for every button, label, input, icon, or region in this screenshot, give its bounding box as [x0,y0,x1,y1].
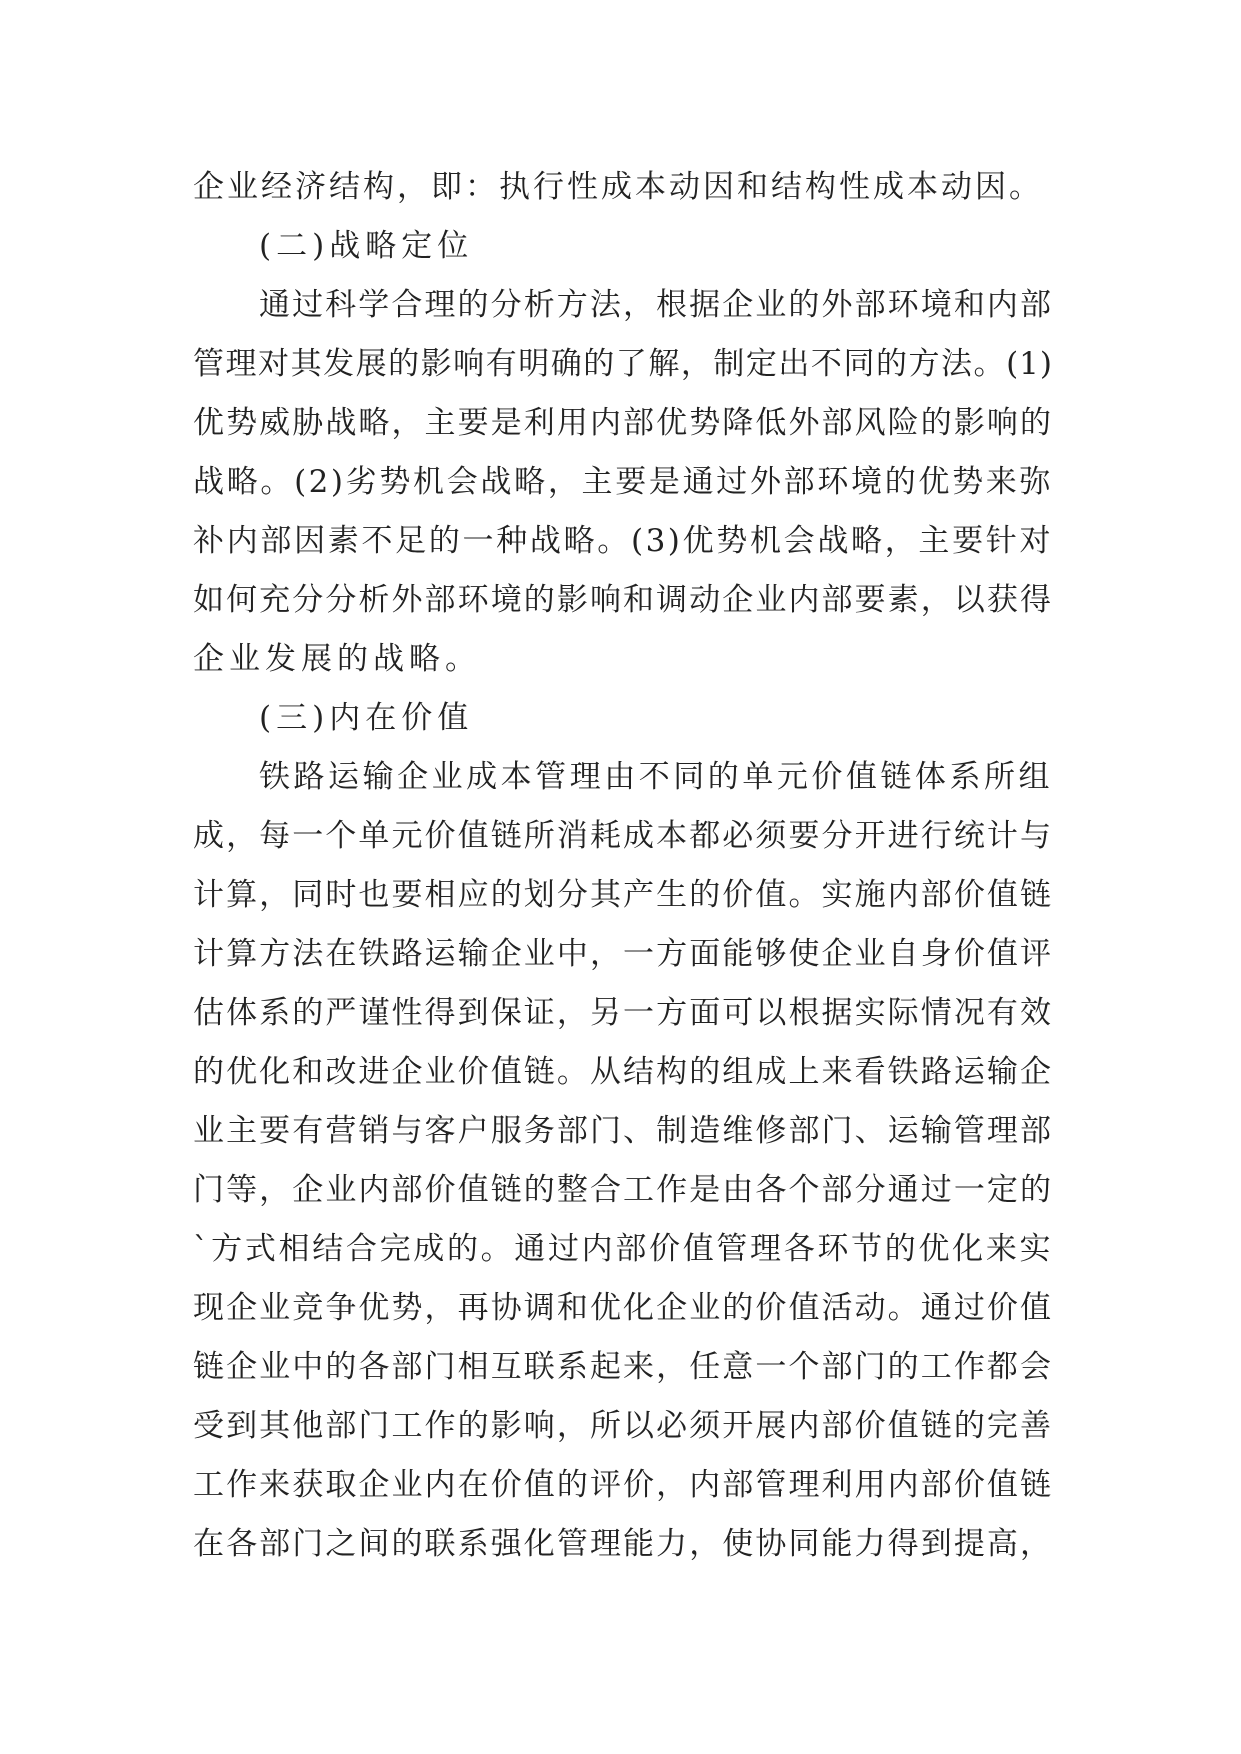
section-heading: (三)内在价值 [259,700,474,736]
text-line: 企业经济结构，即：执行性成本动因和结构性成本动因。 [193,169,1043,205]
text-line: 现企业竞争优势，再协调和优化企业的价值活动。通过价值 [193,1290,1053,1326]
text-line: 铁路运输企业成本管理由不同的单元价值链体系所组 [259,759,1053,795]
section-heading: (二)战略定位 [259,228,474,264]
text-line: 优势威胁战略，主要是利用内部优势降低外部风险的影响的 [193,405,1053,441]
text-line: 工作来获取企业内在价值的评价，内部管理利用内部价值链 [193,1467,1053,1503]
text-line: 成，每一个单元价值链所消耗成本都必须要分开进行统计与 [193,818,1053,854]
text-line: 管理对其发展的影响有明确的了解，制定出不同的方法。(1) [193,346,1053,382]
text-line: 如何充分分析外部环境的影响和调动企业内部要素，以获得 [193,582,1053,618]
text-line: 企业发展的战略。 [193,641,481,677]
text-line: 计算方法在铁路运输企业中，一方面能够使企业自身价值评 [193,936,1053,972]
text-line: 估体系的严谨性得到保证，另一方面可以根据实际情况有效 [193,995,1053,1031]
text-line: 业主要有营销与客户服务部门、制造维修部门、运输管理部 [193,1113,1053,1149]
text-line: 计算，同时也要相应的划分其产生的价值。实施内部价值链 [193,877,1053,913]
text-line: 通过科学合理的分析方法，根据企业的外部环境和内部 [259,287,1053,323]
text-line: 受到其他部门工作的影响，所以必须开展内部价值链的完善 [193,1408,1053,1444]
text-line: 的优化和改进企业价值链。从结构的组成上来看铁路运输企 [193,1054,1053,1090]
text-line: 门等，企业内部价值链的整合工作是由各个部分通过一定的 [193,1172,1053,1208]
document-body [193,158,1053,1574]
text-line: 补内部因素不足的一种战略。(3)优势机会战略，主要针对 [193,523,1053,559]
text-line: 战略。(2)劣势机会战略，主要是通过外部环境的优势来弥 [193,464,1053,500]
text-line: `方式相结合完成的。通过内部价值管理各环节的优化来实 [193,1231,1053,1267]
text-line: 在各部门之间的联系强化管理能力，使协同能力得到提高， [193,1526,1053,1562]
text-line: 链企业中的各部门相互联系起来，任意一个部门的工作都会 [193,1349,1053,1385]
